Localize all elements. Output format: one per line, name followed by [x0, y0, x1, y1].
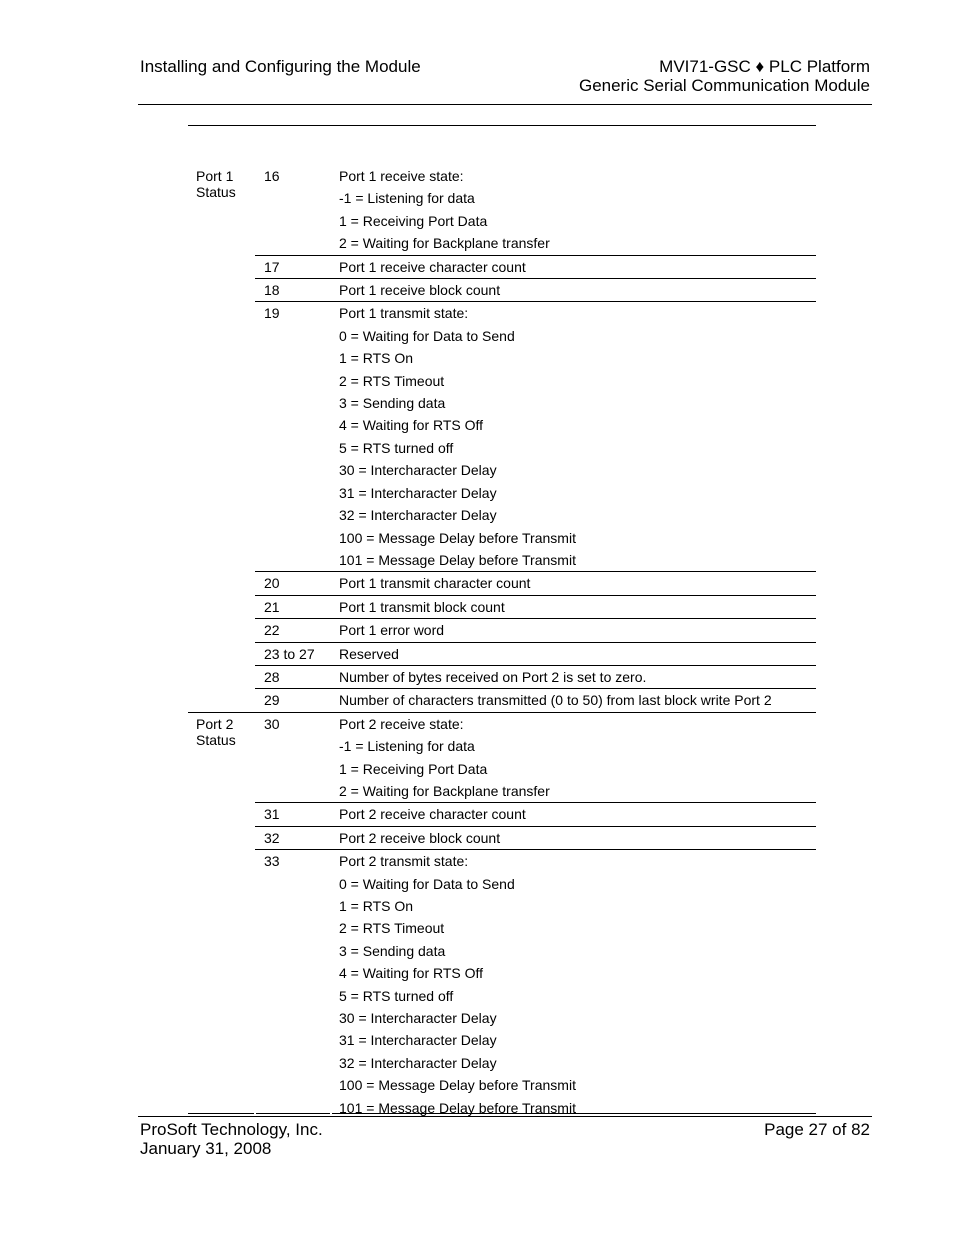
table-row [255, 713, 816, 803]
register-description [331, 713, 816, 803]
header-product-line1: MVI71-GSC ♦ PLC Platform [659, 57, 870, 76]
register-group [188, 712, 816, 1119]
description-line: 2 = Waiting for Backplane transfer [339, 235, 550, 252]
register-description [331, 279, 816, 301]
group-label-line: Status [196, 731, 236, 748]
description-line: 3 = Sending data [339, 395, 446, 412]
table-row [255, 642, 816, 665]
description-line: 0 = Waiting for Data to Send [339, 327, 515, 344]
description-line: Reserved [339, 645, 399, 662]
description-line: Port 2 receive state: [339, 715, 464, 732]
register-offset: 18 [264, 282, 280, 299]
bottom-rule-col2 [256, 1113, 330, 1114]
table-row [255, 301, 816, 571]
footer-left [140, 1120, 323, 1158]
table-row [255, 255, 816, 278]
status-register-table [188, 165, 816, 1119]
bottom-rule-col3 [332, 1113, 816, 1114]
description-line: 1 = RTS On [339, 898, 414, 914]
register-description [331, 850, 816, 1119]
footer-divider [138, 1116, 872, 1117]
description-line: -1 = Listening for data [339, 190, 475, 207]
register-offset: 28 [264, 668, 280, 685]
table-row [255, 688, 816, 711]
description-line: Port 2 receive block count [339, 829, 501, 846]
register-offset: 20 [264, 575, 280, 592]
description-line: Port 1 receive state: [339, 168, 464, 184]
bottom-rule-col1 [188, 1113, 254, 1114]
register-description [331, 689, 816, 711]
group-label-line: Status [196, 184, 236, 200]
description-line: Number of bytes received on Port 2 is set to zero. [339, 668, 647, 685]
table-row [255, 802, 816, 825]
description-line: 1 = Receiving Port Data [339, 760, 488, 777]
table-row [255, 278, 816, 301]
register-description [331, 803, 816, 825]
register-description [331, 302, 816, 571]
description-line: Port 2 transmit state: [339, 853, 469, 870]
register-offset: 22 [264, 622, 280, 639]
table-row [255, 826, 816, 849]
register-offset: 31 [264, 806, 280, 823]
description-line: 100 = Message Delay before Transmit [339, 529, 576, 546]
footer-right [764, 1120, 870, 1139]
table-row [255, 165, 816, 255]
group-label [188, 165, 256, 200]
description-line: 5 = RTS turned off [339, 439, 454, 456]
description-line: 32 = Intercharacter Delay [339, 1054, 497, 1071]
register-offset: 30 [264, 715, 280, 732]
group-label-line: Port 2 [196, 715, 234, 732]
description-line: 0 = Waiting for Data to Send [339, 875, 515, 892]
register-offset: 16 [264, 168, 280, 184]
register-description [331, 596, 816, 618]
description-line: 1 = RTS On [339, 350, 414, 367]
description-line: 3 = Sending data [339, 942, 446, 959]
register-offset: 21 [264, 598, 280, 615]
table-top-rule [188, 125, 816, 126]
register-group [188, 165, 816, 712]
register-description [331, 827, 816, 849]
register-description [331, 256, 816, 278]
table-row [255, 618, 816, 641]
description-line: 31 = Intercharacter Delay [339, 484, 497, 501]
register-offset: 32 [264, 829, 280, 846]
description-line: 32 = Intercharacter Delay [339, 507, 497, 524]
description-line: Port 1 transmit character count [339, 575, 531, 592]
description-line: Port 2 receive character count [339, 806, 526, 823]
header-left-text: Installing and Configuring the Module [140, 57, 421, 76]
description-line: 2 = Waiting for Backplane transfer [339, 782, 550, 799]
description-line: 101 = Message Delay before Transmit [339, 1099, 576, 1116]
register-offset: 19 [264, 305, 280, 322]
description-line: Port 1 receive block count [339, 282, 501, 299]
description-line: 2 = RTS Timeout [339, 920, 445, 937]
footer-company: ProSoft Technology, Inc. [140, 1120, 323, 1139]
register-description [331, 619, 816, 641]
description-line: Port 1 transmit state: [339, 305, 469, 322]
register-description [331, 666, 816, 688]
register-description [331, 643, 816, 665]
description-line: Number of characters transmitted (0 to 50) from last block write Port 2 [339, 692, 772, 709]
description-line: 30 = Intercharacter Delay [339, 1010, 497, 1027]
table-row [255, 849, 816, 1119]
footer-page-number: Page 27 of 82 [764, 1120, 870, 1139]
description-line: Port 1 receive character count [339, 258, 526, 275]
register-offset: 23 to 27 [264, 645, 315, 662]
register-offset: 29 [264, 692, 280, 709]
description-line: 101 = Message Delay before Transmit [339, 551, 576, 568]
description-line: -1 = Listening for data [339, 738, 475, 755]
table-row [255, 571, 816, 594]
description-line: 1 = Receiving Port Data [339, 212, 488, 229]
header-product [579, 57, 870, 95]
register-description [331, 572, 816, 594]
header-product-line2: Generic Serial Communication Module [578, 76, 870, 95]
header-section-title [140, 57, 421, 76]
footer-date: January 31, 2008 [140, 1139, 272, 1158]
description-line: 31 = Intercharacter Delay [339, 1032, 497, 1049]
description-line: Port 1 error word [339, 622, 445, 639]
register-description [331, 165, 816, 255]
description-line: 4 = Waiting for RTS Off [339, 965, 484, 982]
register-offset: 17 [264, 258, 280, 275]
header-divider [138, 104, 872, 105]
group-label [188, 713, 256, 748]
description-line: 5 = RTS turned off [339, 987, 454, 1004]
description-line: 30 = Intercharacter Delay [339, 462, 497, 479]
description-line: 4 = Waiting for RTS Off [339, 417, 484, 434]
description-line: Port 1 transmit block count [339, 598, 505, 615]
table-row [255, 595, 816, 618]
description-line: 2 = RTS Timeout [339, 372, 445, 389]
description-line: 100 = Message Delay before Transmit [339, 1077, 576, 1094]
register-offset: 33 [264, 853, 280, 870]
group-label-line: Port 1 [196, 168, 234, 184]
table-row [255, 665, 816, 688]
